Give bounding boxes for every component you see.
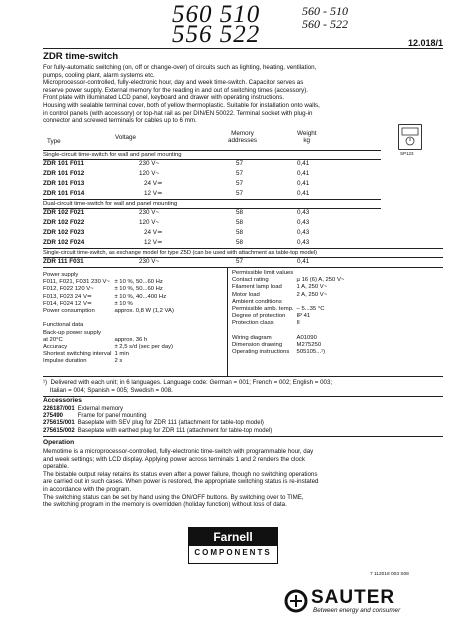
intro-text bbox=[43, 64, 403, 125]
operation-line: operable. bbox=[43, 463, 69, 471]
list-item bbox=[43, 413, 275, 420]
spec-value: ± 10 %, 50...60 Hz bbox=[114, 286, 163, 293]
footnote bbox=[43, 379, 332, 394]
accessory-desc: Baseplate with SEV plug for ZDR 111 (attachment for table-top model) bbox=[77, 420, 264, 427]
intro-line: reserve power supply. External memory for the reading in and out of switching times (accessory). bbox=[43, 86, 309, 94]
table-rule bbox=[43, 199, 381, 200]
cell-voltage: 230 V~ bbox=[139, 160, 160, 167]
spec-value bbox=[114, 330, 176, 337]
cell-type: ZDR 102 F023 bbox=[43, 229, 85, 236]
cell-memory: 57 bbox=[236, 190, 244, 197]
spec-label: Dimension drawing bbox=[232, 342, 283, 349]
section-rule bbox=[43, 396, 443, 397]
intro-line: Housing with sealable terminal cover, both of yellow thermoplastic. Suitable for installation onto walls, bbox=[43, 101, 320, 109]
farnell-stamp bbox=[188, 527, 278, 564]
image-caption: SP123 bbox=[400, 151, 414, 156]
spec-value: A01090 bbox=[296, 334, 317, 341]
time-switch-icon bbox=[399, 125, 421, 149]
operation-line: in accordance with the program. bbox=[43, 485, 132, 493]
cell-type: ZDR 111 F031 bbox=[43, 258, 84, 265]
spec-row bbox=[232, 270, 347, 277]
spec-value: II bbox=[296, 320, 300, 327]
cell-voltage: 230 V~ bbox=[139, 258, 160, 265]
header-weight: Weight kg bbox=[297, 130, 317, 144]
spec-label: Ambient conditions bbox=[232, 298, 282, 305]
cell-weight: 0,43 bbox=[297, 209, 310, 216]
sauter-emblem-icon bbox=[283, 588, 309, 614]
spec-value bbox=[297, 270, 348, 277]
spec-label bbox=[232, 328, 297, 335]
intro-line: Microprocessor-controlled, fully-electronic hour, day and week time-switch. Capacitor serves as bbox=[43, 79, 304, 87]
spec-value: M275250 bbox=[296, 342, 322, 349]
accessory-code: 275615/001 bbox=[43, 420, 75, 427]
vertical-divider bbox=[227, 268, 228, 376]
cell-weight: 0,41 bbox=[297, 258, 310, 265]
table-rule bbox=[43, 267, 443, 268]
spec-value: 2 A, 250 V~ bbox=[296, 291, 328, 298]
spec-row bbox=[43, 294, 177, 301]
handwritten-number-1: 560 510 bbox=[172, 1, 261, 28]
spec-row bbox=[232, 328, 347, 335]
cell-type: ZDR 102 F021 bbox=[43, 209, 85, 216]
spec-value: ± 10 %, 40...400 Hz bbox=[114, 293, 167, 300]
spec-label: F013, F023 24 V≃ bbox=[43, 293, 92, 300]
operation-line: The switching status can be set by hand using the ON/OFF buttons. By switching over to TIME, bbox=[43, 493, 304, 501]
spec-row bbox=[43, 286, 177, 293]
header-type: Type bbox=[47, 138, 61, 145]
accessory-code: 275615/002 bbox=[43, 427, 75, 434]
cell-voltage: 24 V≃ bbox=[144, 229, 163, 236]
spec-value bbox=[114, 272, 176, 279]
spec-value bbox=[114, 315, 176, 322]
spec-value: 1 min bbox=[114, 351, 129, 358]
spec-value: 1 A, 250 V~ bbox=[296, 284, 328, 291]
intro-line: pumps, cooling plant, alarm systems etc. bbox=[43, 71, 155, 79]
list-item bbox=[43, 406, 275, 413]
spec-row bbox=[43, 358, 177, 365]
table-rule bbox=[43, 150, 381, 151]
handwritten-side-number-1: 560 - 510 bbox=[302, 4, 348, 18]
doc-number: 12.018/1 bbox=[408, 38, 444, 48]
intro-line: Front plate with illuminated LCD panel, keyboard and drawer with operating instructions. bbox=[43, 94, 285, 102]
accessories-heading: Accessories bbox=[43, 397, 82, 404]
intro-line: connector and screwed terminals for cables up to 6 mm. bbox=[43, 117, 197, 125]
spec-value bbox=[297, 328, 348, 335]
spec-value bbox=[114, 322, 176, 329]
cell-memory: 58 bbox=[236, 209, 244, 216]
spec-value: ± 2,5 s/d (sec per day) bbox=[114, 344, 174, 351]
cell-weight: 0,41 bbox=[297, 170, 310, 177]
spec-row bbox=[232, 349, 347, 356]
spec-label: Motor load bbox=[232, 291, 260, 298]
list-item bbox=[43, 428, 275, 435]
spec-row bbox=[43, 322, 177, 329]
page-title: ZDR time-switch bbox=[43, 51, 119, 62]
cell-memory: 58 bbox=[236, 239, 244, 246]
group-label: Dual-circuit time-switch for wall and panel mounting bbox=[43, 201, 178, 207]
spec-label: Shortest switching interval bbox=[43, 351, 112, 358]
list-item bbox=[43, 420, 275, 427]
intro-line: For fully-automatic switching (on, off or change-over) of circuits such as lighting, heating, ventilation, bbox=[43, 64, 317, 71]
accessories-list bbox=[43, 406, 275, 435]
operation-heading: Operation bbox=[43, 439, 75, 446]
accessory-code: 275490 bbox=[43, 413, 64, 420]
table-rule bbox=[43, 208, 381, 209]
cell-weight: 0,43 bbox=[297, 239, 310, 246]
specs-left bbox=[43, 272, 177, 366]
header-voltage: Voltage bbox=[115, 134, 137, 141]
spec-row bbox=[43, 301, 177, 308]
cell-memory: 58 bbox=[236, 229, 244, 236]
spec-value: 2 s bbox=[114, 358, 123, 365]
cell-voltage: 12 V≃ bbox=[144, 190, 163, 197]
top-rule bbox=[43, 48, 443, 49]
cell-voltage: 230 V~ bbox=[139, 209, 160, 216]
spec-label: at 20°C bbox=[43, 336, 63, 343]
spec-row bbox=[232, 277, 347, 284]
spec-value: approx. 0,8 W (1,2 VA) bbox=[114, 308, 174, 315]
spec-row bbox=[43, 344, 177, 351]
spec-label bbox=[43, 315, 114, 322]
spec-row bbox=[232, 292, 347, 299]
cell-voltage: 120 V~ bbox=[139, 170, 160, 177]
product-image bbox=[398, 124, 422, 150]
spec-label: Wiring diagram bbox=[232, 334, 272, 341]
operation-line: are carried out in such cases. When power is restored, the appropriate switching status is re-instated bbox=[43, 478, 319, 486]
spec-label: Power supply bbox=[43, 272, 79, 278]
cell-weight: 0,41 bbox=[297, 160, 310, 167]
cell-voltage: 12 V≃ bbox=[144, 239, 163, 246]
spec-row bbox=[232, 335, 347, 342]
spec-label: Power consumption bbox=[43, 308, 95, 315]
spec-label: F011, F021, F031 230 V~ bbox=[43, 279, 110, 286]
spec-label: Impulse duration bbox=[43, 358, 87, 365]
spec-label: Contact rating bbox=[232, 277, 269, 284]
cell-type: ZDR 101 F013 bbox=[43, 180, 85, 187]
operation-line: The bistable output relay retains its status even after a power failure, though no switching operations bbox=[43, 470, 318, 478]
cell-type: ZDR 102 F024 bbox=[43, 239, 85, 246]
accessory-desc: Baseplate with earthed plug for ZDR 111 (attachment for table-top model) bbox=[77, 427, 273, 434]
handwritten-number-2: 556 522 bbox=[172, 21, 261, 48]
cell-type: ZDR 101 F014 bbox=[43, 190, 85, 197]
spec-row bbox=[43, 315, 177, 322]
farnell-sub: COMPONENTS bbox=[194, 548, 272, 557]
operation-text bbox=[43, 448, 318, 509]
table-rule bbox=[43, 248, 443, 249]
accessory-code: 226187/001 bbox=[43, 406, 75, 412]
spec-label: Accuracy bbox=[43, 344, 68, 351]
cell-memory: 57 bbox=[236, 160, 244, 167]
cell-weight: 0,43 bbox=[297, 229, 310, 236]
section-rule bbox=[43, 436, 443, 437]
spec-label: Degree of protection bbox=[232, 313, 286, 320]
cell-weight: 0,43 bbox=[297, 219, 310, 226]
intro-line: in control panels (with accessory) or top-hat rail as per DIN/EN 50022. Terminal socket with plug-in bbox=[43, 109, 313, 117]
footnote-line: Italian = 004; Spanish = 005; Swedish = 008. bbox=[43, 386, 173, 394]
spec-value: ± 10 %, 50...60 Hz bbox=[114, 279, 163, 286]
spec-label: Operating instructions bbox=[232, 349, 290, 356]
operation-line: and week settings; with LCD display. Applying power across terminals 1 and 2 renders the clock bbox=[43, 455, 305, 463]
sauter-logo: SAUTER bbox=[311, 587, 396, 608]
cell-memory: 57 bbox=[236, 170, 244, 177]
spec-label: Permissible amb. temp. bbox=[232, 306, 294, 313]
footnote-line: ¹) Delivered with each unit; in 6 languages. Language code: German = 001; French = 002; English = 003; bbox=[43, 379, 333, 386]
handwritten-side-number-2: 560 - 522 bbox=[302, 17, 348, 31]
cell-type: ZDR 101 F012 bbox=[43, 170, 85, 177]
spec-label: Permissible limit values bbox=[232, 270, 294, 276]
cell-weight: 0,41 bbox=[297, 190, 310, 197]
cell-voltage: 24 V≃ bbox=[144, 180, 163, 187]
operation-line: Memotime is a microprocessor-controlled, fully-electronic time-switch with programmable hour, day bbox=[43, 448, 314, 455]
spec-value: approx. 36 h bbox=[114, 336, 148, 343]
cell-memory: 57 bbox=[236, 180, 244, 187]
spec-row bbox=[43, 330, 177, 337]
specs-right bbox=[232, 270, 347, 356]
print-code: 7 112018 003 S08 bbox=[370, 572, 409, 577]
spec-row bbox=[232, 284, 347, 291]
cell-weight: 0,41 bbox=[297, 180, 310, 187]
spec-label: Filament lamp load bbox=[232, 284, 282, 291]
header-memory: Memory addresses bbox=[228, 130, 258, 144]
spec-value: – 5...35 °C bbox=[296, 306, 325, 313]
group-label: Single-circuit time-switch for wall and panel mounting bbox=[43, 152, 182, 158]
spec-value: 505105...¹) bbox=[296, 349, 326, 356]
spec-value: IP 41 bbox=[296, 313, 311, 320]
spec-row bbox=[232, 342, 347, 349]
spec-value: µ 16 (6) A, 250 V~ bbox=[296, 277, 345, 284]
spec-row bbox=[232, 299, 347, 306]
spec-label: Back-up power supply bbox=[43, 329, 101, 336]
spec-label: F014, F024 12 V≃ bbox=[43, 300, 92, 307]
spec-row bbox=[232, 320, 347, 327]
spec-label: F012, F022 120 V~ bbox=[43, 286, 94, 293]
spec-value bbox=[297, 299, 348, 306]
accessory-desc: External memory bbox=[77, 406, 124, 412]
farnell-logo: Farnell bbox=[189, 528, 277, 546]
spec-row bbox=[43, 272, 177, 279]
spec-row bbox=[232, 306, 347, 313]
cell-voltage: 120 V~ bbox=[139, 219, 160, 226]
cell-memory: 57 bbox=[236, 258, 244, 265]
group-label: Single-circuit time-switch, as exchange model for type Z5D (can be used with attachment as table-top model) bbox=[43, 250, 318, 256]
section-rule bbox=[43, 376, 443, 377]
spec-label: Protection class bbox=[232, 320, 274, 327]
spec-row bbox=[43, 351, 177, 358]
cell-memory: 58 bbox=[236, 219, 244, 226]
spec-row bbox=[43, 337, 177, 344]
spec-label: Functional data bbox=[43, 322, 84, 329]
sauter-tagline: Between energy and consumer bbox=[313, 607, 401, 614]
cell-type: ZDR 101 F011 bbox=[43, 160, 84, 167]
spec-row bbox=[232, 313, 347, 320]
spec-row bbox=[43, 308, 177, 315]
table-rule bbox=[43, 159, 381, 160]
cell-type: ZDR 102 F022 bbox=[43, 219, 85, 226]
operation-line: the switching program in the memory is overridden (holiday function) without loss of data. bbox=[43, 501, 287, 509]
spec-value: ± 10 % bbox=[114, 300, 133, 307]
spec-row bbox=[43, 279, 177, 286]
accessory-desc: Frame for panel mounting bbox=[77, 413, 147, 420]
